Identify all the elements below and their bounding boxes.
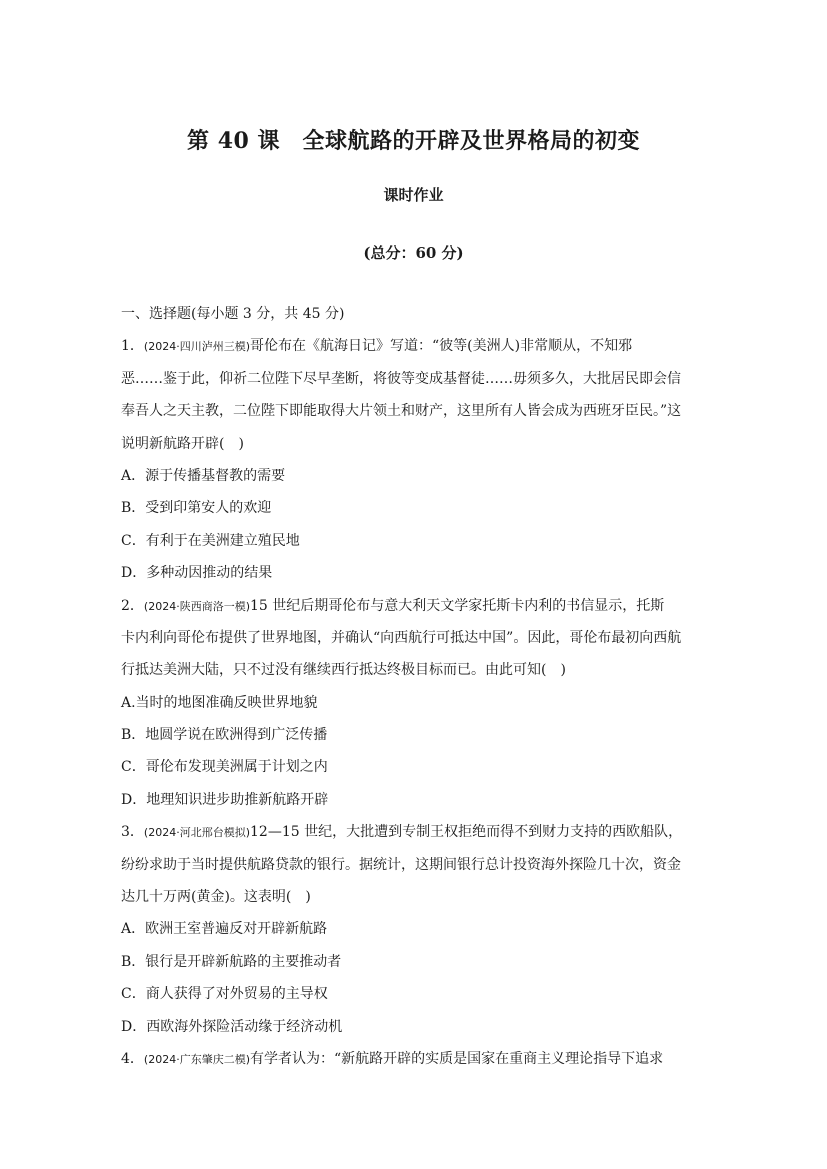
question-content bbox=[121, 298, 711, 1075]
option-a: A．源于传播基督教的需要 bbox=[121, 467, 286, 484]
question-3 bbox=[121, 816, 711, 1043]
question-source: (2024·河北邢台模拟) bbox=[143, 826, 250, 840]
question-1 bbox=[121, 330, 711, 589]
option-d: D．地理知识进步助推新航路开辟 bbox=[121, 791, 329, 808]
question-stem-line: 1．(2024·四川泸州三模)哥伦布在《航海日记》写道：“彼等(美洲人)非常顺从，不知邪 bbox=[121, 338, 633, 355]
option-c: C．有利于在美洲建立殖民地 bbox=[121, 532, 300, 549]
option-b: B．受到印第安人的欢迎 bbox=[121, 500, 272, 517]
page-subtitle: 课时作业 bbox=[383, 186, 444, 204]
option-b: B．地圆学说在欧洲得到广泛传播 bbox=[121, 727, 328, 744]
option-d: D．多种动因推动的结果 bbox=[121, 565, 273, 582]
question-source: (2024·四川泸州三模) bbox=[143, 340, 250, 354]
question-2 bbox=[121, 590, 711, 817]
question-source: (2024·陕西商洛一模) bbox=[143, 599, 250, 613]
question-number: 3． bbox=[121, 824, 144, 841]
option-a: A.当时的地图准确反映世界地貌 bbox=[121, 694, 318, 711]
page-title: 第 40 课 全球航路的开辟及世界格局的初变 bbox=[187, 128, 640, 154]
question-4 bbox=[121, 1043, 711, 1075]
question-number: 1． bbox=[121, 338, 144, 355]
question-stem-line: 说明新航路开辟( ) bbox=[121, 435, 244, 452]
option-c: C．哥伦布发现美洲属于计划之内 bbox=[121, 759, 328, 776]
question-stem-line: 恶……鉴于此，仰祈二位陛下尽早垄断，将彼等变成基督徒……毋须多久，大批居民即会信 bbox=[121, 370, 681, 387]
question-stem-line: 4．(2024·广东肇庆二模)有学者认为：“新航路开辟的实质是国家在重商主义理论指导下追求 bbox=[121, 1050, 664, 1067]
question-number: 2． bbox=[121, 597, 144, 614]
section-heading: 一、选择题(每小题 3 分，共 45 分) bbox=[121, 306, 345, 322]
option-a: A．欧洲王室普遍反对开辟新航路 bbox=[121, 921, 328, 938]
total-score: (总分：60 分) bbox=[363, 244, 464, 262]
question-stem-line: 达几十万两(黄金)。这表明( ) bbox=[121, 889, 311, 906]
option-b: B．银行是开辟新航路的主要推动者 bbox=[121, 953, 342, 970]
question-stem-line: 卡内利向哥伦布提供了世界地图，并确认“向西航行可抵达中国”。因此，哥伦布最初向西航 bbox=[121, 629, 682, 646]
question-stem-line: 行抵达美洲大陆，只不过没有继续西行抵达终极目标而已。由此可知( ) bbox=[121, 662, 566, 679]
question-stem-line: 纷纷求助于当时提供航路贷款的银行。据统计，这期间银行总计投资海外探险几十次，资金 bbox=[121, 856, 681, 873]
question-number: 4． bbox=[121, 1050, 144, 1067]
question-stem-line: 2．(2024·陕西商洛一模)15 世纪后期哥伦布与意大利天文学家托斯卡内利的书信显示，托斯 bbox=[121, 597, 665, 614]
question-stem-line: 3．(2024·河北邢台模拟)12—15 世纪，大批遭到专制王权拒绝而得不到财力支持的西欧船队， bbox=[121, 824, 683, 841]
option-c: C．商人获得了对外贸易的主导权 bbox=[121, 986, 328, 1003]
question-stem-line: 奉吾人之天主教，二位陛下即能取得大片领土和财产，这里所有人皆会成为西班牙臣民。”这 bbox=[121, 403, 682, 420]
option-d: D．西欧海外探险活动缘于经济动机 bbox=[121, 1018, 343, 1035]
question-source: (2024·广东肇庆二模) bbox=[143, 1052, 250, 1066]
